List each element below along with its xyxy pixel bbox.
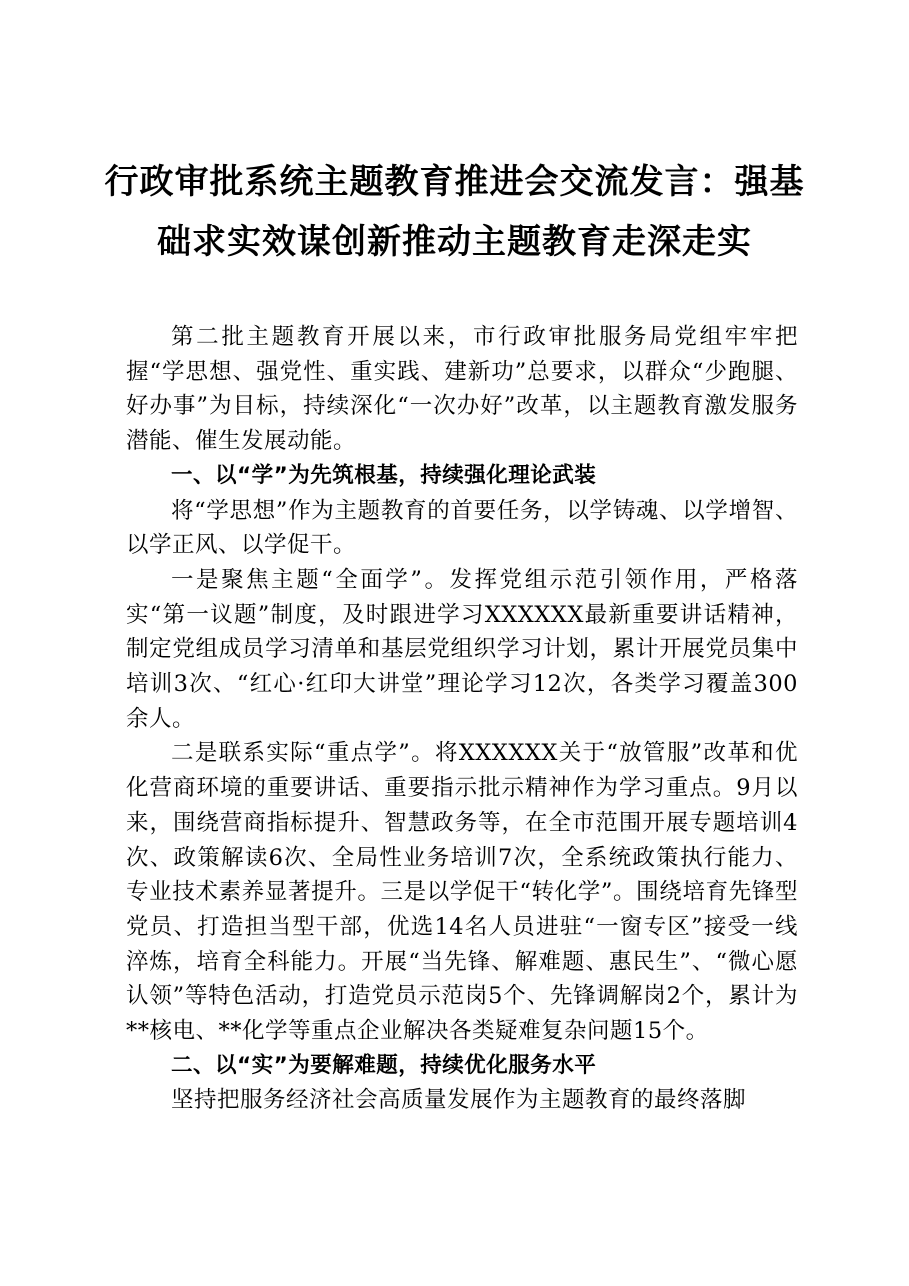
section-1-point-2-paragraph: 二是联系实际“重点学”。将XXXXXX关于“放管服”改革和优化营商环境的重要讲话、重要指示批示精神作为学习重点。9月以来，围绕营商指标提升、智慧政务等，在全市范围开展专题培训4次、政策解读6次、全局性业务培训7次，全系统政策执行能力、专业技术素养显著提升。三是以学促干“转化学”。围绕培育先锋型党员、打造担当型干部，优选14名人员进驻“一窗专区”接受一线淬炼，培育全科能力。开展“当先锋、解难题、惠民生”、“微心愿认领”等特色活动，打造党员示范岗5个、先锋调解岗2个，累计为**核电、**化学等重点企业解决各类疑难复杂问题15个。 — [126, 740, 798, 1045]
section-heading-2: 二、以“实”为要解难题，持续优化服务水平 — [171, 1052, 597, 1078]
section-2-lead-paragraph: 坚持把服务经济社会高质量发展作为主题教育的最终落脚 — [171, 1087, 747, 1114]
document-body — [126, 320, 798, 1118]
section-1-point-1-paragraph: 一是聚焦主题“全面学”。发挥党组示范引领作用，严格落实“第一议题”制度，及时跟进学习XXXXXX最新重要讲话精神，制定党组成员学习清单和基层党组织学习计划，累计开展党员集中培训3次、“红心·红印大讲堂”理论学习12次，各类学习覆盖300余人。 — [126, 566, 798, 732]
title-line-1: 行政审批系统主题教育推进会交流发言：强基 — [104, 162, 805, 202]
section-1-lead-paragraph: 将“学思想”作为主题教育的首要任务，以学铸魂、以学增智、以学正风、以学促干。 — [126, 497, 798, 559]
intro-paragraph: 第二批主题教育开展以来，市行政审批服务局党组牢牢把握“学思想、强党性、重实践、建新功”总要求，以群众“少跑腿、好办事”为目标，持续深化“一次办好”改革，以主题教育激发服务潜能、催生发展动能。 — [126, 324, 798, 455]
section-heading-1: 一、以“学”为先筑根基，持续强化理论武装 — [171, 462, 597, 488]
title-line-2: 础求实效谋创新推动主题教育走深走实 — [157, 222, 752, 262]
document-title — [100, 152, 809, 272]
